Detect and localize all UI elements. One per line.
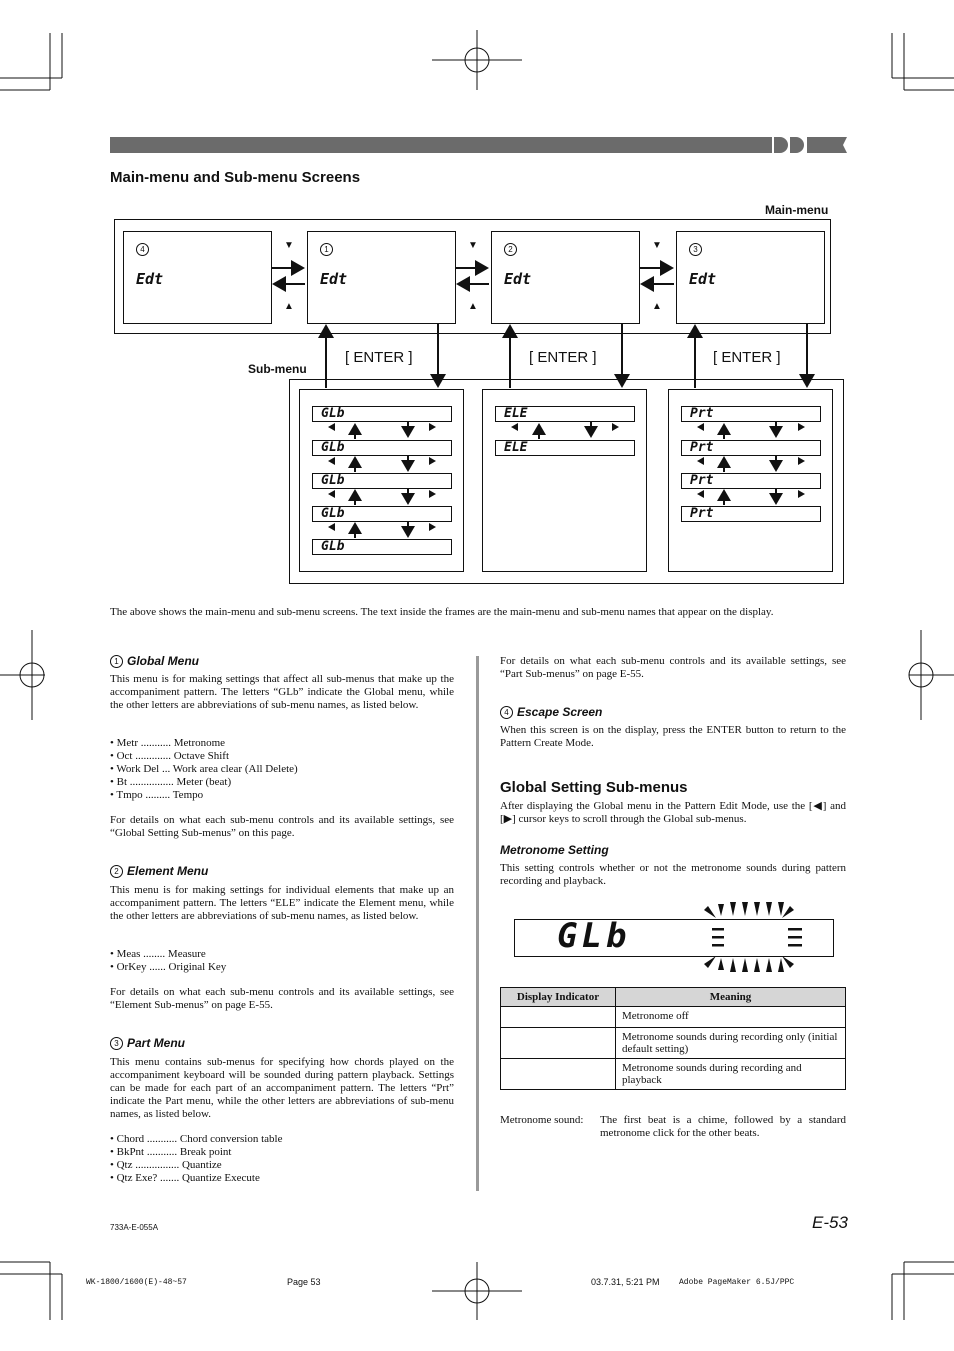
list-item: • Bt ................ Meter (beat) <box>110 776 232 788</box>
up-triangle-icon: ▲ <box>652 301 662 312</box>
list-item: • Work Del ... Work area clear (All Delete) <box>110 763 298 775</box>
list-item: • Qtz ................ Quantize <box>110 1159 222 1171</box>
list-item: • OrKey ...... Original Key <box>110 961 227 973</box>
screen-text: Edt <box>504 270 532 288</box>
submenu-item-element: ELE <box>495 440 635 456</box>
table-cell <box>501 1059 616 1090</box>
list-item: • Qtz Exe? ....... Quantize Execute <box>110 1172 260 1184</box>
submenu-item-part: Prt <box>681 473 821 489</box>
submenu-item-part: Prt <box>681 440 821 456</box>
table-cell: Metronome off <box>616 1007 846 1028</box>
submenu-item-global: GLb <box>312 506 452 522</box>
table-cell: Metronome sounds during recording only (initial default setting) <box>616 1028 846 1059</box>
section-title: Main-menu and Sub-menu Screens <box>110 169 361 186</box>
screen-text: Edt <box>689 270 717 288</box>
heading-text: Part Menu <box>127 1036 186 1050</box>
number-badge: 1 <box>110 655 123 668</box>
global-menu-desc: This menu is for making settings that affect all sub-menus that make up the accompaniment pattern. The letters “GLb” indicate the Global menu, while the other letters are abbreviations of sub-menu names, as listed below. <box>110 673 454 711</box>
enter-label: [ ENTER ] <box>345 349 413 366</box>
footer-page: Page 53 <box>287 1277 321 1287</box>
submenu-item-element: ELE <box>495 406 635 422</box>
doc-code: 733A-E-055A <box>110 1223 159 1232</box>
escape-screen-heading <box>500 705 602 719</box>
table-header: Display Indicator <box>501 988 616 1007</box>
intro-paragraph: The above shows the main-menu and sub-menu screens. The text inside the frames are the main-menu and sub-menu names that appear on the display. <box>110 606 774 618</box>
table-cell <box>501 1028 616 1059</box>
screen-text: Edt <box>320 270 348 288</box>
global-menu-details: For details on what each sub-menu controls and its available settings, see “Global Setting Sub-menus” on this page. <box>110 814 454 839</box>
table-header: Meaning <box>616 988 846 1007</box>
list-item: • Meas ........ Measure <box>110 948 206 960</box>
submenu-item-global: GLb <box>312 406 452 422</box>
down-triangle-icon: ▼ <box>652 240 662 251</box>
number-badge: 4 <box>500 706 513 719</box>
main-menu-label: Main-menu <box>765 203 829 217</box>
enter-label: [ ENTER ] <box>529 349 597 366</box>
element-menu-desc: This menu is for making settings for individual elements that make up an accompaniment pattern. The letters “ELE” indicate the Element menu, while the other letters are abbreviations of sub-menu names, as listed below. <box>110 884 454 922</box>
escape-screen-desc: When this screen is on the display, press the ENTER button to return to the Pattern Create Mode. <box>500 724 846 749</box>
screen-text: Edt <box>136 270 164 288</box>
metronome-heading: Metronome Setting <box>500 843 609 857</box>
part-menu-desc: This menu contains sub-menus for specifying how chords played on the accompaniment keyboard will be sounded during pattern playback. Settings can be made for each part of an accompaniment pattern. The letters “Prt” indicate the Part menu, while the other letters are abbreviations of sub-menu names, as listed below. <box>110 1056 454 1120</box>
metronome-desc: This setting controls whether or not the metronome sounds during pattern recording and playback. <box>500 862 846 887</box>
page-number: E-53 <box>812 1213 848 1232</box>
part-menu-heading <box>110 1036 185 1050</box>
element-menu-list <box>110 948 454 974</box>
screen-number: 2 <box>504 243 517 256</box>
global-menu-list <box>110 737 454 802</box>
list-item: • Metr ........... Metronome <box>110 737 226 749</box>
screen-number: 4 <box>136 243 149 256</box>
table-cell: Metronome sounds during recording and playback <box>616 1059 846 1090</box>
global-setting-desc: After displaying the Global menu in the Pattern Edit Mode, use the [◀] and [▶] cursor keys to scroll through the Global sub-menus. <box>500 800 846 825</box>
element-menu-details: For details on what each sub-menu controls and its available settings, see “Element Sub-menus” on page E-55. <box>110 986 454 1011</box>
metronome-indicator-icon <box>700 900 810 974</box>
up-triangle-icon: ▲ <box>284 301 294 312</box>
sub-menu-label: Sub-menu <box>248 362 307 376</box>
submenu-item-part: Prt <box>681 406 821 422</box>
submenu-arrows <box>0 0 954 600</box>
lcd-text: GLb <box>557 916 631 956</box>
submenu-item-global: GLb <box>312 539 452 555</box>
list-item: • Oct ............. Octave Shift <box>110 750 230 762</box>
part-menu-list <box>110 1133 454 1185</box>
table-row <box>501 1007 846 1028</box>
submenu-item-global: GLb <box>312 473 452 489</box>
number-badge: 3 <box>110 1037 123 1050</box>
submenu-item-part: Prt <box>681 506 821 522</box>
part-details: For details on what each sub-menu controls and its available settings, see “Part Sub-menus” on page E-55. <box>500 655 846 680</box>
list-item: • BkPnt ........... Break point <box>110 1146 232 1158</box>
note-label: Metronome sound: <box>500 1114 584 1126</box>
enter-label: [ ENTER ] <box>713 349 781 366</box>
table-cell <box>501 1007 616 1028</box>
footer-app: Adobe PageMaker 6.5J/PPC <box>679 1278 795 1287</box>
table-row <box>501 1059 846 1090</box>
global-menu-heading <box>110 654 199 668</box>
global-setting-title: Global Setting Sub-menus <box>500 779 688 796</box>
list-item: • Chord ........... Chord conversion table <box>110 1133 283 1145</box>
down-triangle-icon: ▼ <box>284 240 294 251</box>
screen-number: 3 <box>689 243 702 256</box>
down-triangle-icon: ▼ <box>468 240 478 251</box>
note-text: The first beat is a chime, followed by a standard metronome click for the other beats. <box>600 1114 846 1139</box>
footer-file: WK-1800/1600(E)-48~57 <box>86 1278 187 1287</box>
number-badge: 2 <box>110 865 123 878</box>
footer-date: 03.7.31, 5:21 PM <box>591 1277 660 1287</box>
submenu-item-global: GLb <box>312 440 452 456</box>
up-triangle-icon: ▲ <box>468 301 478 312</box>
table-row <box>501 1028 846 1059</box>
heading-text: Element Menu <box>127 864 209 878</box>
column-divider <box>476 656 479 1191</box>
list-item: • Tmpo ......... Tempo <box>110 789 204 801</box>
screen-number: 1 <box>320 243 333 256</box>
heading-text: Escape Screen <box>517 705 603 719</box>
element-menu-heading <box>110 864 208 878</box>
metronome-table <box>500 987 846 1090</box>
heading-text: Global Menu <box>127 654 199 668</box>
